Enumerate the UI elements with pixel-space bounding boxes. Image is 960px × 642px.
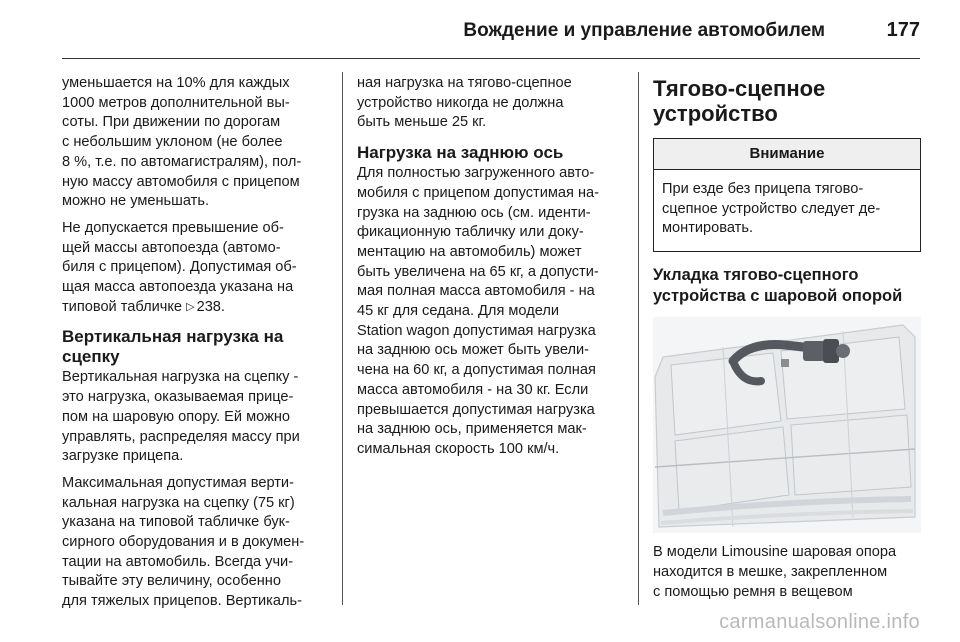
paragraph-max-vertical-load [62, 474, 330, 612]
heading-rear-axle-load [357, 143, 625, 163]
heading-vertical-load [62, 327, 330, 367]
text-line: быть увеличена на 65 кг, а допусти- [357, 263, 599, 280]
text-line: превышается допустимая нагрузка [357, 401, 595, 418]
header-divider [62, 58, 920, 59]
column-divider-2 [638, 72, 639, 605]
text-line: с помощью ремня в вещевом [653, 583, 853, 600]
text-fragment: типовой табличке [62, 298, 183, 315]
text-line: с небольшим уклоном (не более [62, 134, 283, 151]
page-number: 177 [886, 19, 920, 41]
heading-stowing-hitch [653, 265, 921, 307]
paragraph-limousine-storage [653, 543, 921, 602]
text-line: 45 кг для седана. Для модели [357, 303, 560, 320]
text-line: тывайте эту величину, особенно [62, 573, 281, 590]
text-line: фикационную табличку или доку- [357, 224, 584, 241]
text-line: можно не уменьшать. [62, 193, 209, 210]
paragraph-min-vertical-load [357, 74, 625, 133]
text-line: масса автомобиля - на 30 кг. Если [357, 381, 589, 398]
text-line: При езде без прицепа тягово- [662, 181, 864, 197]
text-line: Максимальная допустимая верти- [62, 474, 294, 491]
text-column-3 [653, 76, 921, 609]
watermark-text: carmanualsonline.info [719, 611, 920, 633]
text-line: Вертикальная нагрузка на сцепку - [62, 369, 299, 386]
warning-title: Внимание [654, 139, 920, 170]
text-line: сцепное устройство следует де- [662, 200, 881, 217]
warning-body [654, 170, 920, 251]
text-line: быть меньше 25 кг. [357, 114, 487, 131]
text-line: на заднюю ось может быть увели- [357, 342, 589, 359]
text-line: Не допускается превышение об- [62, 219, 284, 236]
text-line: мая полная масса автомобиля - на [357, 283, 595, 300]
text-column-1 [62, 74, 330, 619]
heading-line: Вертикальная нагрузка на [62, 327, 284, 347]
text-line: кальная нагрузка на сцепку (75 кг) [62, 494, 295, 511]
arrow-right-icon: ▷ [186, 300, 195, 313]
heading-line: Тягово-сцепное [653, 76, 826, 101]
paragraph-altitude [62, 74, 330, 212]
text-line: сирного оборудования и в докумен- [62, 534, 305, 551]
text-line: мобиля с прицепом допустимая на- [357, 184, 600, 201]
heading-line: Укладка тягово-сцепного [653, 266, 859, 285]
text-line: управлять, распределяя массу при [62, 428, 300, 445]
text-line: 8 %, т.е. по автомагистралям), пол- [62, 153, 302, 170]
text-line: чена на 60 кг, а допустимая полная [357, 362, 596, 379]
text-column-2 [357, 74, 625, 467]
text-line: Station wagon допустимая нагрузка [357, 322, 596, 339]
text-line: В модели Limousine шаровая опора [653, 544, 897, 561]
text-line: тации на автомобиль. Всегда учи- [62, 553, 294, 570]
text-line: загрузке прицепа. [62, 448, 184, 465]
paragraph-gross-weight [62, 219, 330, 318]
text-line: это нагрузка, оказываемая прице- [62, 389, 294, 406]
section-title-tow-hitch [653, 76, 921, 126]
text-line: щая масса автопоезда указана на [62, 279, 294, 296]
warning-box [653, 138, 921, 252]
heading-line: Нагрузка на заднюю ось [357, 143, 564, 163]
text-line-with-xref [62, 298, 330, 318]
text-line: уменьшается на 10% для каждых [62, 75, 290, 91]
text-line: соты. При движении по дорогам [62, 114, 281, 131]
text-line: указана на типовой табличке бук- [62, 514, 290, 531]
text-line: устройство никогда не должна [357, 94, 564, 111]
text-line: 1000 метров дополнительной вы- [62, 94, 290, 111]
heading-line: сцепку [62, 347, 120, 367]
text-line: на заднюю ось, применяется мак- [357, 421, 587, 438]
heading-line: устройство [653, 101, 778, 126]
text-line: находится в мешке, закрепленном [653, 563, 888, 580]
paragraph-vertical-load-definition [62, 368, 330, 467]
page-reference-link[interactable]: 238. [196, 298, 225, 315]
text-line: ментацию на автомобиль) может [357, 243, 582, 260]
text-line: щей массы автопоезда (автомо- [62, 239, 281, 256]
text-line: симальная скорость 100 км/ч. [357, 440, 560, 457]
text-line: ная нагрузка на тягово-сцепное [357, 75, 572, 91]
text-line: пом на шаровую опору. Ей можно [62, 408, 291, 425]
text-line: для тяжелых прицепов. Вертикаль- [62, 593, 302, 610]
tow-hitch-in-trunk-illustration [653, 317, 921, 533]
text-line: Для полностью загруженного авто- [357, 165, 595, 182]
column-divider-1 [342, 72, 343, 605]
heading-line: устройства с шаровой опорой [653, 287, 903, 306]
paragraph-rear-axle-load [357, 164, 625, 460]
text-line: ную массу автомобиля с прицепом [62, 173, 300, 190]
text-line: монтировать. [662, 220, 754, 237]
text-line: грузка на заднюю ось (см. иденти- [357, 204, 591, 221]
text-line: биля с прицепом). Допустимая об- [62, 259, 297, 276]
page-header-title: Вождение и управление автомобилем [463, 20, 825, 41]
